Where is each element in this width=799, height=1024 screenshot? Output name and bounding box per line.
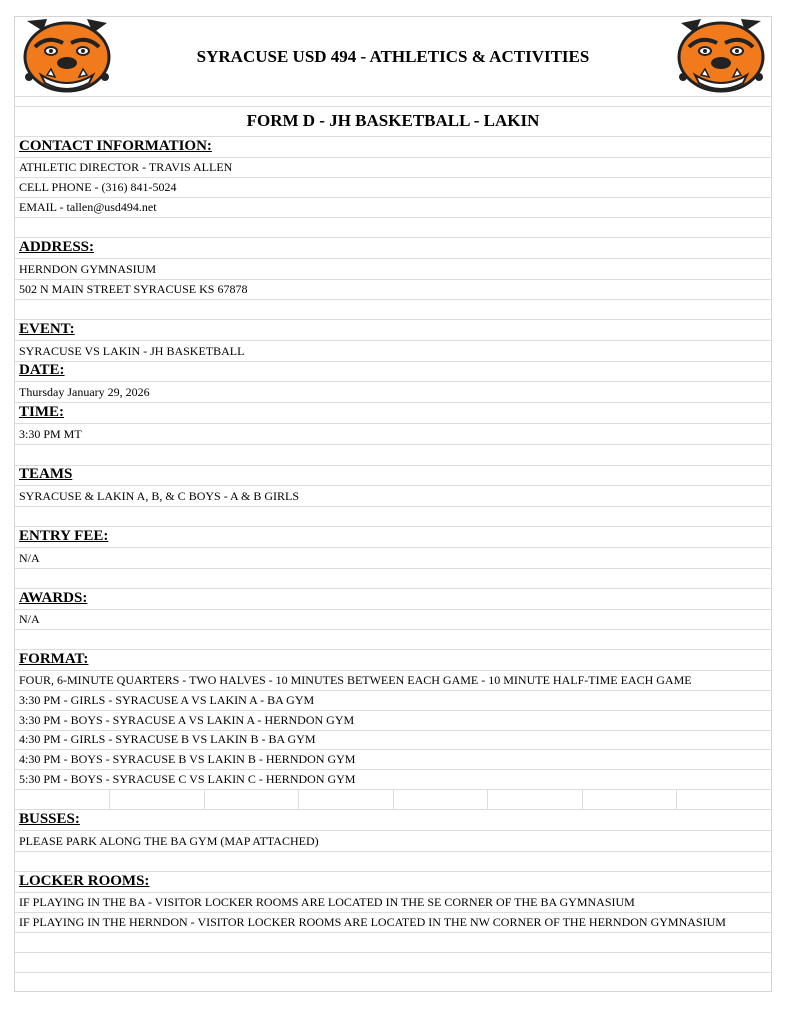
format-line-row xyxy=(15,691,771,711)
busses-heading: BUSSES: xyxy=(19,811,80,827)
date-heading-row xyxy=(15,362,771,382)
address-heading: ADDRESS: xyxy=(19,239,95,255)
form-sheet xyxy=(14,16,772,992)
format-line: 4:30 PM - BOYS - SYRACUSE B VS LAKIN B - HERNDON GYM xyxy=(19,752,356,766)
awards-heading: AWARDS: xyxy=(19,590,88,606)
date-heading: DATE: xyxy=(19,362,65,378)
spacer-row xyxy=(15,933,771,953)
athletic-director: ATHLETIC DIRECTOR - TRAVIS ALLEN xyxy=(19,160,233,174)
grid-divider xyxy=(393,790,394,809)
spacer-row xyxy=(15,569,771,589)
format-line: 3:30 PM - GIRLS - SYRACUSE A VS LAKIN A - BA GYM xyxy=(19,693,315,707)
page-title: SYRACUSE USD 494 - ATHLETICS & ACTIVITIES xyxy=(196,47,590,66)
teams-value-row xyxy=(15,486,771,507)
email: EMAIL - tallen@usd494.net xyxy=(19,200,157,214)
address-line2: 502 N MAIN STREET SYRACUSE KS 67878 xyxy=(19,282,248,296)
entry-fee-value: N/A xyxy=(19,551,40,565)
address-line2-row xyxy=(15,280,771,300)
grid-divider xyxy=(109,790,110,809)
format-line-row xyxy=(15,750,771,770)
event-value-row xyxy=(15,341,771,362)
bulldog-mascot-icon xyxy=(671,17,771,97)
format-line: FOUR, 6-MINUTE QUARTERS - TWO HALVES - 10 MINUTES BETWEEN EACH GAME - 10 MINUTE HALF-TIME EACH GAME xyxy=(19,673,692,687)
locker-rooms-line-row xyxy=(15,893,771,913)
contact-heading: CONTACT INFORMATION: xyxy=(19,138,212,154)
locker-rooms-line-row xyxy=(15,913,771,933)
time-value-row xyxy=(15,424,771,445)
spacer-row xyxy=(15,953,771,973)
spacer-row xyxy=(15,507,771,527)
busses-value: PLEASE PARK ALONG THE BA GYM (MAP ATTACHED) xyxy=(19,834,319,848)
contact-heading-row xyxy=(15,137,771,158)
format-line: 3:30 PM - BOYS - SYRACUSE A VS LAKIN A - HERNDON GYM xyxy=(19,713,355,727)
entry-fee-heading: ENTRY FEE: xyxy=(19,528,109,544)
grid-divider xyxy=(676,790,677,809)
time-heading: TIME: xyxy=(19,404,64,420)
locker-rooms-line: IF PLAYING IN THE HERNDON - VISITOR LOCKER ROOMS ARE LOCATED IN THE NW CORNER OF THE HERNDON GYMNASIUM xyxy=(19,915,726,929)
locker-rooms-line: IF PLAYING IN THE BA - VISITOR LOCKER ROOMS ARE LOCATED IN THE SE CORNER OF THE BA GYMNASIUM xyxy=(19,895,635,909)
format-line-row xyxy=(15,711,771,731)
spacer-row-grid xyxy=(15,790,771,810)
form-title-row xyxy=(15,107,771,137)
busses-value-row xyxy=(15,831,771,852)
contact-phone-row xyxy=(15,178,771,198)
event-value: SYRACUSE VS LAKIN - JH BASKETBALL xyxy=(19,344,245,358)
grid-divider xyxy=(298,790,299,809)
grid-divider xyxy=(582,790,583,809)
awards-value: N/A xyxy=(19,612,40,626)
spacer-row xyxy=(15,630,771,650)
awards-heading-row xyxy=(15,589,771,610)
event-heading: EVENT: xyxy=(19,321,75,337)
spacer-row xyxy=(15,218,771,238)
locker-rooms-heading: LOCKER ROOMS: xyxy=(19,873,150,889)
grid-divider xyxy=(487,790,488,809)
address-line1: HERNDON GYMNASIUM xyxy=(19,262,157,276)
format-line: 5:30 PM - BOYS - SYRACUSE C VS LAKIN C - HERNDON GYM xyxy=(19,772,356,786)
teams-value: SYRACUSE & LAKIN A, B, & C BOYS - A & B GIRLS xyxy=(19,489,300,503)
date-value: Thursday January 29, 2026 xyxy=(19,385,150,399)
spacer-row xyxy=(15,300,771,320)
busses-heading-row xyxy=(15,810,771,831)
address-line1-row xyxy=(15,259,771,280)
format-heading-row xyxy=(15,650,771,671)
format-line-row xyxy=(15,671,771,691)
format-line: 4:30 PM - GIRLS - SYRACUSE B VS LAKIN B - BA GYM xyxy=(19,732,316,746)
teams-heading: TEAMS xyxy=(19,466,73,482)
locker-rooms-heading-row xyxy=(15,872,771,893)
spacer-row xyxy=(15,445,771,466)
event-heading-row xyxy=(15,320,771,341)
contact-email-row xyxy=(15,198,771,218)
format-heading: FORMAT: xyxy=(19,651,89,667)
entry-fee-value-row xyxy=(15,548,771,569)
form-title: FORM D - JH BASKETBALL - LAKIN xyxy=(246,111,540,130)
time-heading-row xyxy=(15,403,771,424)
bulldog-mascot-icon xyxy=(17,17,117,97)
cell-phone: CELL PHONE - (316) 841-5024 xyxy=(19,180,177,194)
format-line-row xyxy=(15,770,771,790)
grid-divider xyxy=(204,790,205,809)
header-row xyxy=(15,17,771,97)
awards-value-row xyxy=(15,610,771,630)
format-line-row xyxy=(15,731,771,750)
address-heading-row xyxy=(15,238,771,259)
spacer-row xyxy=(15,97,771,107)
teams-heading-row xyxy=(15,466,771,486)
entry-fee-heading-row xyxy=(15,527,771,548)
contact-director-row xyxy=(15,158,771,178)
time-value: 3:30 PM MT xyxy=(19,427,82,441)
date-value-row xyxy=(15,382,771,403)
spacer-row xyxy=(15,852,771,872)
